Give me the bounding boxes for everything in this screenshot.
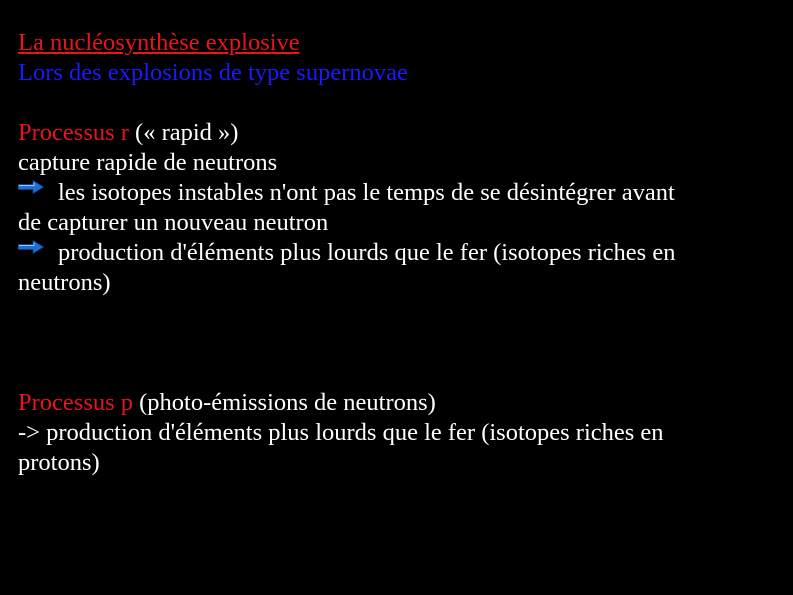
r-process-bullet-1-text: les isotopes instables n'ont pas le temps de se désintégrer avant — [58, 179, 675, 206]
p-process-qualifier: (photo-émissions de neutrons) — [133, 389, 436, 416]
p-process-heading — [18, 388, 778, 418]
spacer — [18, 88, 778, 118]
r-process-bullet-2-continuation: neutrons) — [18, 269, 111, 296]
p-process-result-continuation: protons) — [18, 449, 100, 476]
r-process-qualifier: (« rapid ») — [128, 119, 239, 146]
spacer — [18, 298, 778, 388]
blue-arrow-icon — [18, 180, 44, 194]
slide-content — [18, 28, 778, 478]
slide-title: La nucléosynthèse explosive — [18, 29, 300, 56]
r-process-bullet-1-continuation: de capturer un nouveau neutron — [18, 209, 329, 236]
r-process-bullet-2-text: production d'éléments plus lourds que le fer (isotopes riches en — [58, 239, 676, 266]
r-process-bullet-1 — [18, 178, 778, 208]
slide-subtitle: Lors des explosions de type supernovae — [18, 59, 408, 86]
r-process-name: Processus r — [18, 119, 129, 146]
p-process-result: -> production d'éléments plus lourds que le fer (isotopes riches en — [18, 419, 664, 446]
r-process-heading — [18, 118, 778, 148]
r-process-description: capture rapide de neutrons — [18, 149, 278, 176]
p-process-name: Processus p — [18, 389, 134, 416]
blue-arrow-icon — [18, 240, 44, 254]
r-process-bullet-2 — [18, 238, 778, 268]
